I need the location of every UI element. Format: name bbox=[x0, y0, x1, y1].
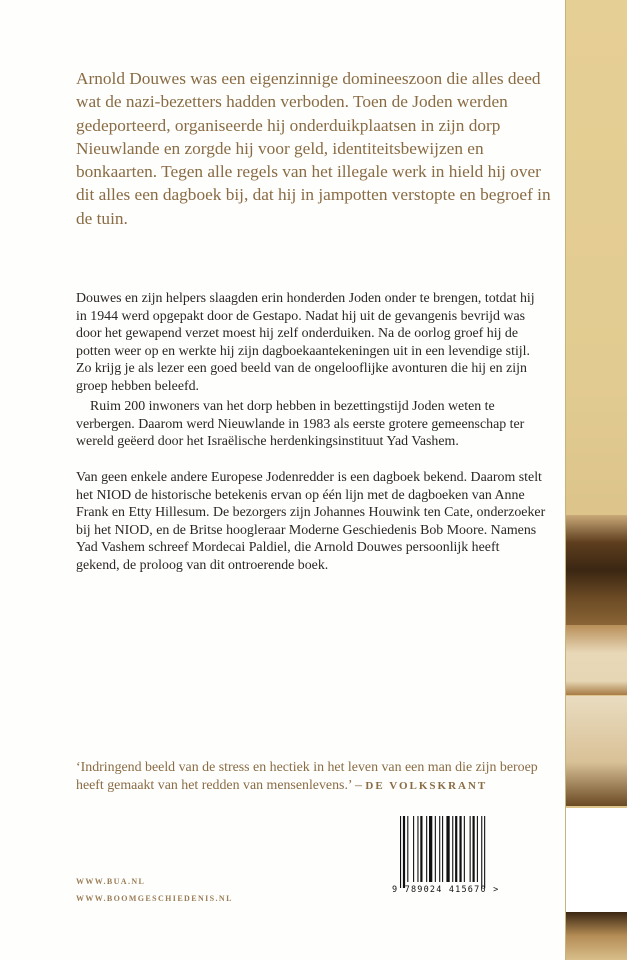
body-paragraph-1: Douwes en zijn helpers slaagden erin honderden Joden onder te brengen, totdat hij in 1944 werd opgepakt door de Gestapo. Nadat hij uit de gevangenis bevrijd was door het gewapend verzet moest hij zelf onderduiken. Na de oorlog groef hij de potten weer op en werkte hij zijn dagboekaantekeningen uit in een levendige stijl. Zo krijg je als lezer een goed beeld van de ongelooflijke avonturen die hij en zijn groep hebben beleefd. bbox=[76, 291, 535, 394]
photo-trees bbox=[566, 515, 627, 625]
body-paragraph-2: Ruim 200 inwoners van het dorp hebben in bezettingstijd Joden weten te verbergen. Daarom werd Nieuwlande in 1983 als eerste grotere gemeenschap ter wereld geëerd door het Israëlische herdenkingsinstituut Yad Vashem. bbox=[76, 399, 525, 450]
cover-photo-strip bbox=[565, 0, 627, 960]
barcode bbox=[398, 816, 518, 888]
publisher-url: WWW.BUA.NL bbox=[76, 877, 146, 886]
photo-ground bbox=[566, 696, 627, 806]
review-quote bbox=[76, 759, 546, 795]
quote-text: ‘Indringend beeld van de stress en hectiek in het leven van een man die zijn beroep heeft gemaakt van het redden van mensenlevens.’ – bbox=[76, 760, 538, 793]
quote-source: DE VOLKSKRANT bbox=[365, 779, 488, 792]
photo-road bbox=[566, 625, 627, 695]
photo-white-panel bbox=[566, 808, 627, 912]
isbn-number: 9 789024 415670 > bbox=[392, 885, 500, 895]
publisher-url-2: WWW.BOOMGESCHIEDENIS.NL bbox=[76, 894, 233, 903]
photo-bottom bbox=[566, 912, 627, 960]
body-paragraph-3: Van geen enkele andere Europese Jodenredder is een dagboek bekend. Daarom stelt het NIOD de historische betekenis ervan op één lijn met de dagboeken van Anne Frank en Etty Hillesum. De bezorgers zijn Johannes Houwink ten Cate, onderzoeker bij het NIOD, en de Britse hoogleraar Moderne Geschiedenis Bob Moore. Namens Yad Vashem schreef Mordecai Paldiel, die Arnold Douwes persoonlijk heeft gekend, de proloog van dit ontroerende boek. bbox=[76, 470, 546, 573]
lead-paragraph: Arnold Douwes was een eigenzinnige domineeszoon die alles deed wat de nazi-bezetters hadden verboden. Toen de Joden werden gedeporteerd, organiseerde hij onderduikplaatsen in zijn dorp Nieuwlande en zorgde hij voor geld, identiteitsbewijzen en bonkaarten. Tegen alle regels van het illegale werk in hield hij over dit alles een dagboek bij, dat hij in jampotten verstopte en begroef in de tuin. bbox=[76, 69, 551, 228]
